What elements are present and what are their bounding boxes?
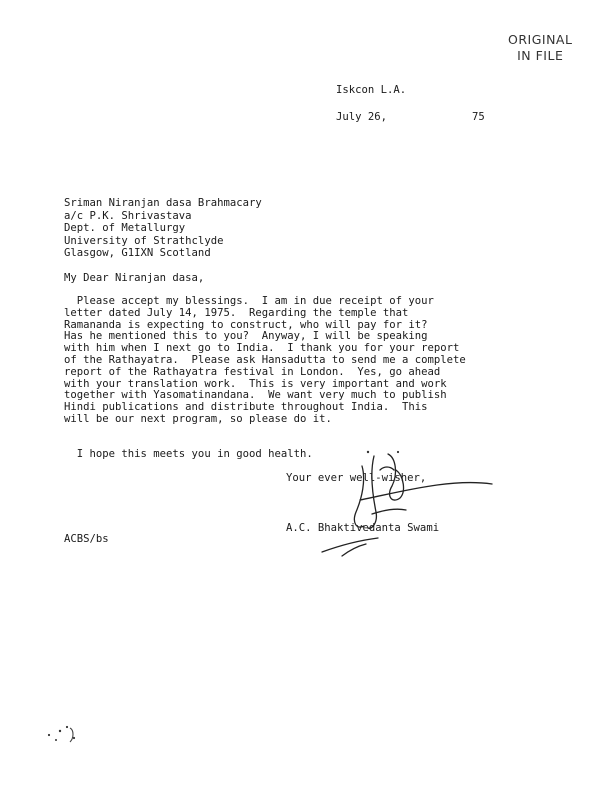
- body-line: of the Rathayatra. Please ask Hansadutta to send me a complete: [64, 353, 466, 366]
- body-line: Has he mentioned this to you? Anyway, I will be speaking: [64, 330, 428, 343]
- letter-place: Iskcon L.A.: [336, 84, 407, 96]
- address-line: Dept. of Metallurgy: [64, 222, 186, 235]
- body-line: with him when I next go to India. I thank you for your report: [64, 342, 460, 355]
- salutation: My Dear Niranjan dasa,: [64, 272, 205, 284]
- body-line: report of the Rathayatra festival in London. Yes, go ahead: [64, 365, 441, 378]
- stamp-line-1: ORIGINAL: [508, 32, 573, 47]
- reference-initials: ACBS/bs: [64, 533, 109, 545]
- address-line: Sriman Niranjan dasa Brahmacary: [64, 197, 262, 209]
- stamp-line-2: IN FILE: [517, 48, 564, 63]
- body-line: together with Yasomatinandana. We want very much to publish: [64, 389, 447, 402]
- address-line: a/c P.K. Shrivastava: [64, 209, 192, 222]
- body-line: Please accept my blessings. I am in due receipt of your: [64, 295, 434, 307]
- address-line: University of Strathclyde: [64, 234, 224, 247]
- body-line: Ramananda is expecting to construct, who will pay for it?: [64, 318, 428, 331]
- signatory-name: A.C. Bhaktivedanta Swami: [286, 522, 440, 534]
- body-line: Hindi publications and distribute throughout India. This: [64, 401, 428, 414]
- body-line: with your translation work. This is very important and work: [64, 377, 447, 390]
- body-line: will be our next program, so please do it.: [64, 412, 332, 425]
- closing-line: I hope this meets you in good health.: [64, 448, 313, 460]
- body-line: letter dated July 14, 1975. Regarding the temple that: [64, 306, 409, 319]
- letter-date: July 26,: [336, 111, 388, 123]
- letter-year: 75: [472, 111, 485, 123]
- address-line: Glasgow, G1IXN Scotland: [64, 247, 211, 260]
- valediction: Your ever well-wisher,: [286, 472, 427, 484]
